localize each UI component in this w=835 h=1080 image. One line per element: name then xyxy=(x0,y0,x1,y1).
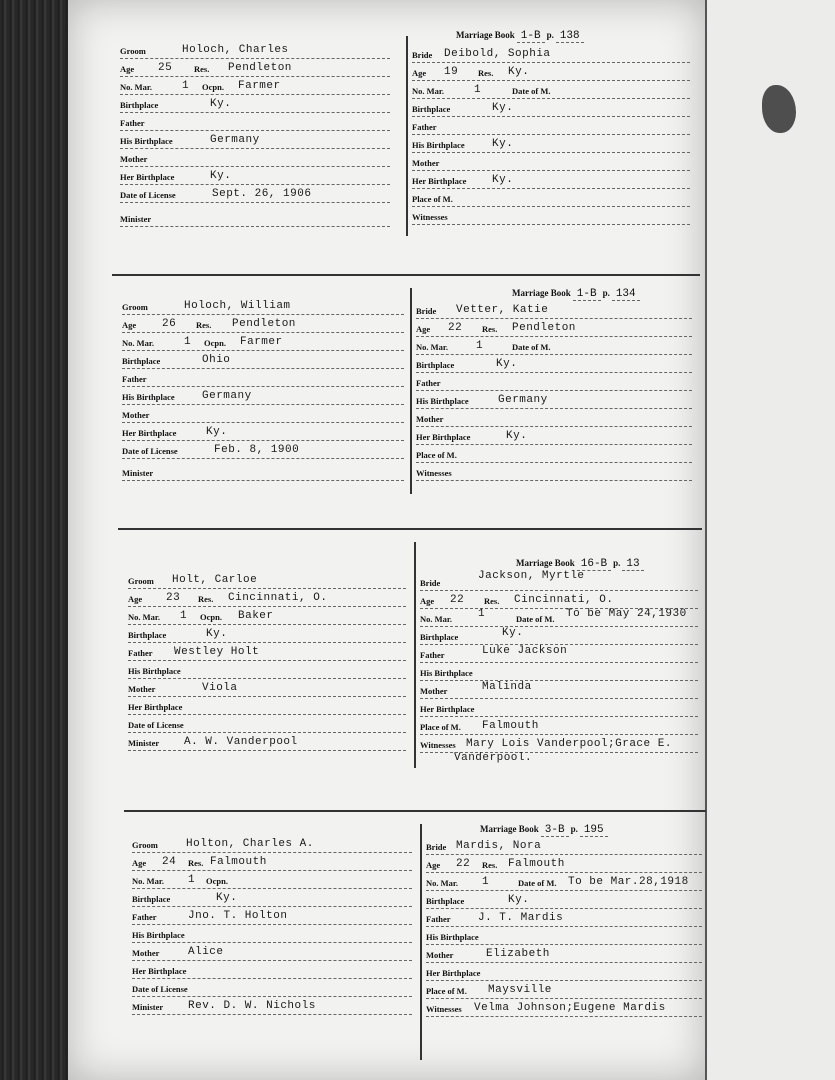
bride-birthplace-row: Birthplace Ky. xyxy=(416,358,692,373)
bride-birthplace-row: Birthplace Ky. xyxy=(426,894,702,909)
groom-name-row: Groom Holton, Charles A. xyxy=(132,838,412,853)
bride-birthplace-row: Birthplace Ky. xyxy=(420,630,698,645)
groom-nomar-row: No. Mar. 1 Ocpn. Baker xyxy=(128,610,406,625)
bride-place-row: Place of M. Maysville xyxy=(426,984,702,999)
bride-her-birthplace-row: Her Birthplace xyxy=(426,966,702,981)
groom-birthplace-row: Birthplace Ky. xyxy=(120,98,390,113)
bride-place-row: Place of M. Falmouth xyxy=(420,720,698,735)
groom-nomar-row: No. Mar. 1 Ocpn. xyxy=(132,874,412,889)
groom-age-row: Age 23 Res. Cincinnati, O. xyxy=(128,592,406,607)
groom-her-birthplace-row: Her Birthplace xyxy=(132,964,412,979)
bride-name-row: Bride Deibold, Sophia xyxy=(412,48,690,63)
groom-license-row: Date of License xyxy=(128,718,406,733)
bride-age-row: Age 22 Res. Cincinnati, O. xyxy=(420,594,698,609)
groom-minister-row: Minister Rev. D. W. Nichols xyxy=(132,1000,412,1015)
groom-license-row: Date of License Sept. 26, 1906 xyxy=(120,188,390,203)
groom-father-row: Father Westley Holt xyxy=(128,646,406,661)
groom-birthplace-row: Birthplace Ky. xyxy=(128,628,406,643)
bride-his-birthplace-row: His Birthplace Germany xyxy=(416,394,692,409)
bride-witnesses-row: Witnesses xyxy=(412,210,690,225)
groom-father-row: Father xyxy=(120,116,390,131)
groom-minister-row: Minister A. W. Vanderpool xyxy=(128,736,406,751)
groom-minister-row: Minister xyxy=(120,212,390,227)
groom-age-row: Age 26 Res. Pendleton xyxy=(122,318,404,333)
groom-license-row: Date of License Feb. 8, 1900 xyxy=(122,444,404,459)
bride-place-row: Place of M. xyxy=(416,448,692,463)
bride-witnesses-continued: Vanderpool. xyxy=(454,752,533,764)
bride-age-row: Age 22 Res. Pendleton xyxy=(416,322,692,337)
marriage-record-1 xyxy=(110,30,700,236)
film-edge-right xyxy=(705,0,835,1080)
groom-name-row: Groom Holoch, William xyxy=(122,300,404,315)
marriage-book-ref: Marriage Book 16-B p. 13 xyxy=(516,558,646,570)
groom-mother-row: Mother Viola xyxy=(128,682,406,697)
groom-his-birthplace-row: His Birthplace xyxy=(128,664,406,679)
groom-age-row: Age 24 Res. Falmouth xyxy=(132,856,412,871)
bride-name-row: Bride Vetter, Katie xyxy=(416,304,692,319)
bride-nomar-row: No. Mar. 1 Date of M. To be May 24,1930 xyxy=(420,612,698,627)
bride-his-birthplace-row: His Birthplace xyxy=(420,666,698,681)
groom-name-row: Groom Holoch, Charles xyxy=(120,44,390,59)
groom-nomar-row: No. Mar. 1 Ocpn. Farmer xyxy=(120,80,390,95)
marriage-record-3 xyxy=(118,528,702,768)
bride-father-row: Father Luke Jackson xyxy=(420,648,698,663)
bride-birthplace-row: Birthplace Ky. xyxy=(412,102,690,117)
groom-nomar-row: No. Mar. 1 Ocpn. Farmer xyxy=(122,336,404,351)
groom-her-birthplace-row: Her Birthplace xyxy=(128,700,406,715)
bride-his-birthplace-row: His Birthplace Ky. xyxy=(412,138,690,153)
marriage-book-ref: Marriage Book 3-B p. 195 xyxy=(480,824,610,836)
groom-mother-row: Mother xyxy=(120,152,390,167)
bride-mother-row: Mother xyxy=(412,156,690,171)
groom-birthplace-row: Birthplace Ky. xyxy=(132,892,412,907)
groom-father-row: Father xyxy=(122,372,404,387)
bride-name-row: Bride Jackson, Myrtle xyxy=(420,576,698,591)
groom-mother-row: Mother Alice xyxy=(132,946,412,961)
bride-mother-row: Mother xyxy=(416,412,692,427)
bride-nomar-row: No. Mar. 1 Date of M. xyxy=(416,340,692,355)
bride-witnesses-row: Witnesses xyxy=(416,466,692,481)
groom-minister-row: Minister xyxy=(122,466,404,481)
groom-her-birthplace-row: Her Birthplace Ky. xyxy=(122,426,404,441)
groom-name-row: Groom Holt, Carloe xyxy=(128,574,406,589)
bride-father-row: Father xyxy=(412,120,690,135)
marriage-record-4 xyxy=(124,810,706,1060)
bride-his-birthplace-row: His Birthplace xyxy=(426,930,702,945)
groom-his-birthplace-row: His Birthplace Germany xyxy=(120,134,390,149)
bride-father-row: Father J. T. Mardis xyxy=(426,912,702,927)
bride-mother-row: Mother Elizabeth xyxy=(426,948,702,963)
bride-place-row: Place of M. xyxy=(412,192,690,207)
bride-age-row: Age 19 Res. Ky. xyxy=(412,66,690,81)
bride-nomar-row: No. Mar. 1 Date of M. xyxy=(412,84,690,99)
bride-mother-row: Mother Malinda xyxy=(420,684,698,699)
bride-her-birthplace-row: Her Birthplace Ky. xyxy=(416,430,692,445)
marriage-record-2 xyxy=(112,274,700,494)
marriage-book-ref: Marriage Book 1-B p. 138 xyxy=(456,30,586,42)
groom-his-birthplace-row: His Birthplace xyxy=(132,928,412,943)
bride-her-birthplace-row: Her Birthplace Ky. xyxy=(412,174,690,189)
bride-witnesses-row: Witnesses Mary Lois Vanderpool;Grace E. xyxy=(420,738,698,753)
film-edge-left xyxy=(0,0,68,1080)
bride-her-birthplace-row: Her Birthplace xyxy=(420,702,698,717)
bride-father-row: Father xyxy=(416,376,692,391)
groom-birthplace-row: Birthplace Ohio xyxy=(122,354,404,369)
bride-name-row: Bride Mardis, Nora xyxy=(426,840,702,855)
groom-license-row: Date of License xyxy=(132,982,412,997)
groom-mother-row: Mother xyxy=(122,408,404,423)
groom-his-birthplace-row: His Birthplace Germany xyxy=(122,390,404,405)
groom-father-row: Father Jno. T. Holton xyxy=(132,910,412,925)
bride-nomar-row: No. Mar. 1 Date of M. To be Mar.28,1918 xyxy=(426,876,702,891)
groom-age-row: Age 25 Res. Pendleton xyxy=(120,62,390,77)
bride-witnesses-row: Witnesses Velma Johnson;Eugene Mardis xyxy=(426,1002,702,1017)
marriage-book-ref: Marriage Book 1-B p. 134 xyxy=(512,288,642,300)
groom-her-birthplace-row: Her Birthplace Ky. xyxy=(120,170,390,185)
bride-age-row: Age 22 Res. Falmouth xyxy=(426,858,702,873)
